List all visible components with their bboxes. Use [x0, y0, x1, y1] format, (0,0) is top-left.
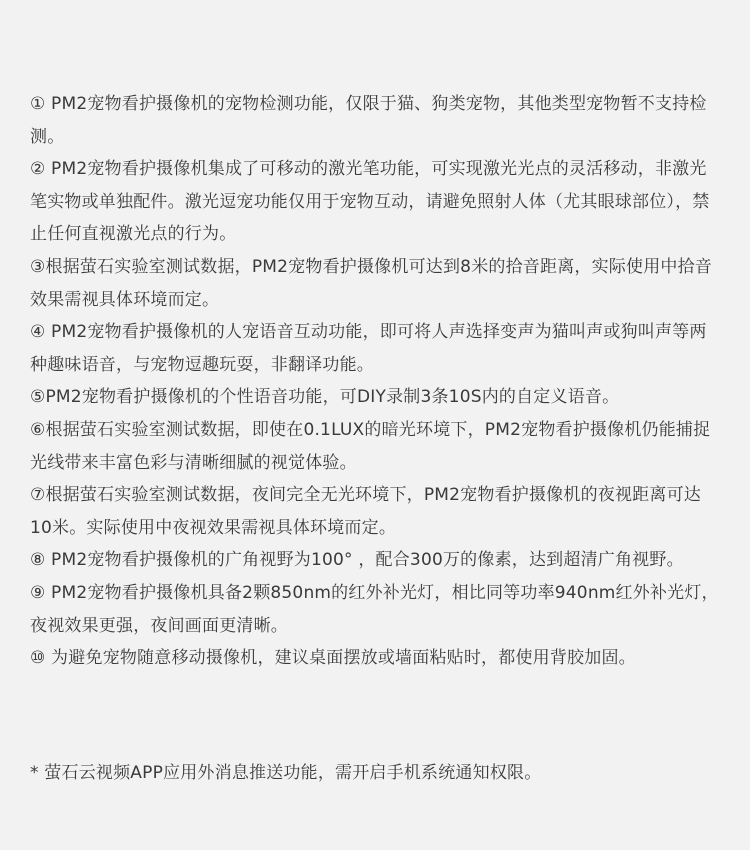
- note-item-4: ④ PM2宠物看护摄像机的人宠语音互动功能，即可将人声选择变声为猫叫声或狗叫声等两种趣味语音，与宠物逗趣玩耍，非翻译功能。: [30, 322, 707, 375]
- note-item-5: ⑤PM2宠物看护摄像机的个性语音功能，可DIY录制3条10S内的自定义语音。: [30, 387, 620, 408]
- note-item-6: ⑥根据萤石实验室测试数据，即使在0.1LUX的暗光环境下，PM2宠物看护摄像机仍能捕捉光线带来丰富色彩与清晰细腻的视觉体验。: [30, 419, 711, 473]
- notes-list: [30, 88, 722, 675]
- note-item-9: ⑨ PM2宠物看护摄像机具备2颗850nm的红外补光灯，相比同等功率940nm红外补光灯，夜视效果更强，夜间画面更清晰。: [30, 582, 719, 636]
- note-item-10: ⑩ 为避免宠物随意移动摄像机，建议桌面摆放或墙面粘贴时，都使用背胶加固。: [30, 648, 636, 669]
- note-item-2: ② PM2宠物看护摄像机集成了可移动的激光笔功能，可实现激光光点的灵活移动，非激光笔实物或单独配件。激光逗宠功能仅用于宠物互动，请避免照射人体（尤其眼球部位），禁止任何直视激光点的行为。: [30, 159, 710, 245]
- note-item-3: ③根据萤石实验室测试数据，PM2宠物看护摄像机可达到8米的拾音距离，实际使用中拾音效果需视具体环境而定。: [30, 256, 712, 310]
- note-item-7: ⑦根据萤石实验室测试数据，夜间完全无光环境下，PM2宠物看护摄像机的夜视距离可达10米。实际使用中夜视效果需视具体环境而定。: [30, 485, 701, 538]
- note-item-1: ① PM2宠物看护摄像机的宠物检测功能，仅限于猫、狗类宠物，其他类型宠物暂不支持检测。: [30, 94, 707, 147]
- note-item-8: ⑧ PM2宠物看护摄像机的广角视野为100° ，配合300万的像素，达到超清广角视野。: [30, 550, 684, 571]
- app-notification-footnote: * 萤石云视频APP应用外消息推送功能，需开启手机系统通知权限。: [30, 763, 542, 783]
